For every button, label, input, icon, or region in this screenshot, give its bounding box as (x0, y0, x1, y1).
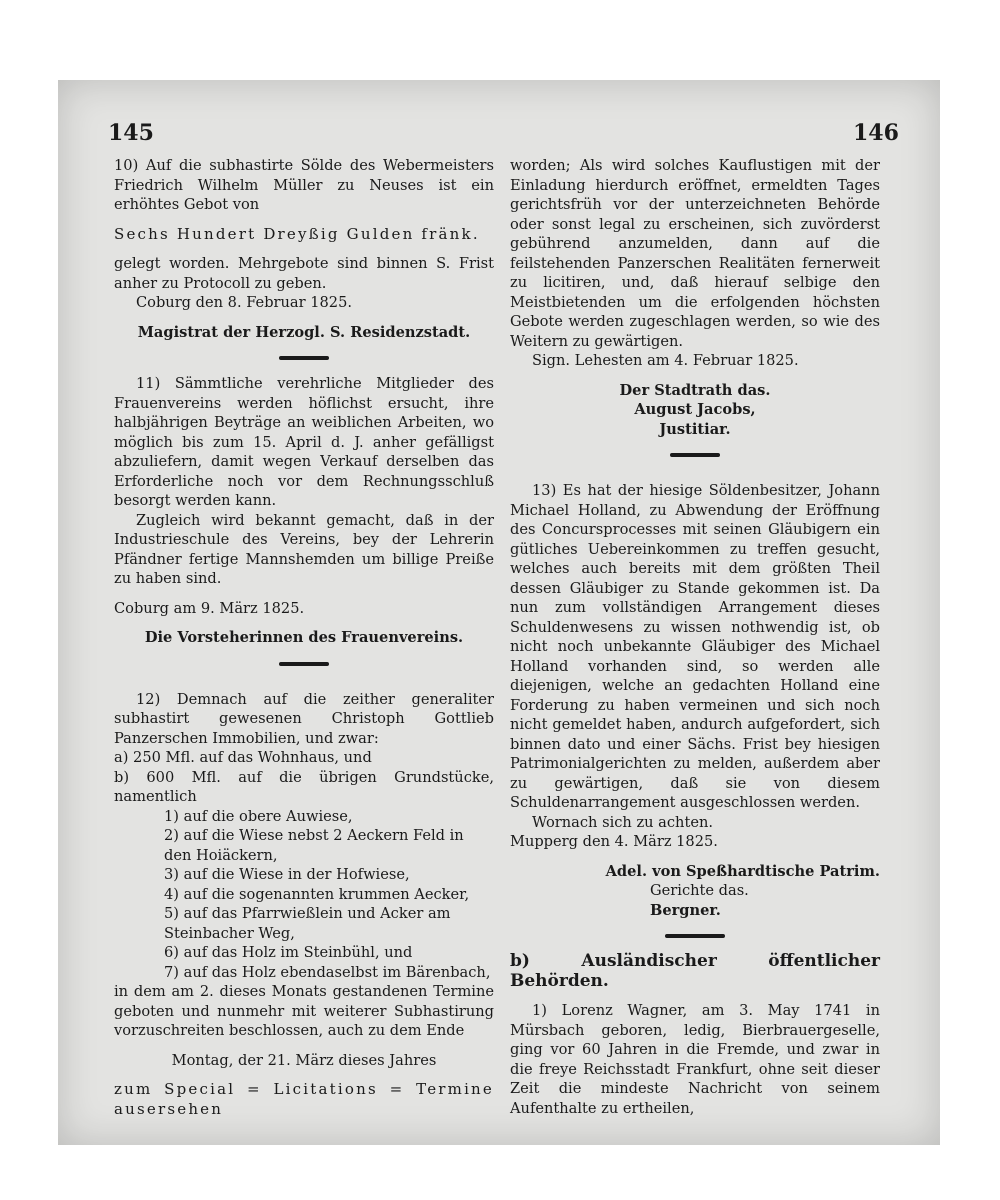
item-12-termin: zum Special = Licitations = Termine ausersehen (114, 1080, 494, 1118)
item-13-signature-2: Gerichte das. (650, 882, 749, 899)
item-13-text: 13) Es hat der hiesige Söldenbesitzer, Johann Michael Holland, zu Abwendung der Eröffnung des Concursprocesses mit seinen Gläubigern ein gütliches Uebereinkommen zu treffen gesucht, welches auch bereits mit dem größten Theil dessen Gläubiger zu Stande gekommen ist. Da nun zum vollständigen Arrangement dieses Schuldenwesens zu wissen nothwendig ist, ob nicht noch unbekannte Gläubiger des Michael Holland vorhanden sind, so werden alle diejenigen, welche an gedachten Holland eine Forderung zu haben vermeinen und sich noch nicht gemeldet haben, andurch aufgefordert, sich binnen dato und einer Sächs. Frist bey hiesigen Patrimonialgerichten zu melden, außerdem aber zu gewärtigen, daß sie von diesem Schuldenarrangement ausgeschlossen werden. (510, 482, 880, 811)
list-item: 5) auf das Pfarrwießlein und Acker am Steinbacher Weg, (164, 905, 451, 942)
item-12-a: a) 250 Mfl. auf das Wohnhaus, und (114, 749, 372, 766)
list-item: 4) auf die sogenannten krummen Aecker, (164, 885, 470, 903)
item-11-text2: Zugleich wird bekannt gemacht, daß in der Industrieschule des Vereins, bey der Lehrerin Pfändner fertige Mannshemden um billige Preiße zu haben sind. (114, 511, 494, 587)
item-12-text2: in dem am 2. dieses Monats gestandenen Termine geboten und nunmehr mit weiterer Subhastirung vorzuschreiten beschlossen, auch zu dem Ende (114, 983, 494, 1039)
item-12-place-date: Sign. Lehesten am 4. Februar 1825. (532, 352, 799, 369)
divider (670, 453, 720, 457)
item-10-amount: Sechs Hundert Dreyßig Gulden fränk. (114, 224, 480, 243)
list-item: 1) auf die obere Auwiese, (164, 807, 353, 825)
divider (279, 356, 329, 360)
left-column (114, 156, 494, 1119)
list-item: 6) auf das Holz im Steinbühl, und (164, 944, 413, 961)
divider (279, 662, 329, 666)
item-13-signature-1: Adel. von Speßhardtische Patrim. (605, 862, 880, 880)
item-12-signature-3: Justitiar. (659, 420, 731, 438)
item-12-signature-1: Der Stadtrath das. (619, 381, 771, 399)
page-number-left: 145 (108, 120, 154, 146)
list-item: 3) auf die Wiese in der Hofwiese, (164, 866, 410, 883)
right-column (510, 156, 880, 1118)
item-11-date: Coburg am 9. März 1825. (114, 599, 305, 617)
scanned-page (58, 80, 940, 1145)
item-10-signature: Magistrat der Herzogl. S. Residenzstadt. (137, 323, 471, 341)
item-11-text: 11) Sämmtliche verehrliche Mitglieder des Frauenvereins werden höflichst ersucht, ihre halbjährigen Beyträge an weiblichen Arbeiten, wo möglich bis zum 15. April d. J. anher gefälligst abzuliefern, damit wegen Verkauf derselben das Erforderliche noch vor dem Rechnungsschluß besorgt werden kann. (114, 375, 494, 509)
item-12-list (114, 807, 494, 983)
page-number-right: 146 (853, 120, 899, 146)
item-11-signature: Die Vorsteherinnen des Frauenvereins. (144, 629, 464, 646)
item-12-date-line: Montag, der 21. März dieses Jahres (171, 1051, 437, 1069)
item-12-continuation: worden; Als wird solches Kauflustigen mit der Einladung hierdurch eröffnet, ermeldten Tages gerichtsfrüh vor der unterzeichneten Behörde oder sonst legal zu erscheinen, sich zuvörderst gebührend anzumelden, dann auf die feilstehenden Panzerschen Realitäten fernerweit zu licitiren, und, daß hierauf selbige den Meistbietenden um die erfolgenden höchsten Gebote werden zugeschlagen werden, so wie des Weitern zu gewärtigen. (510, 157, 880, 350)
item-13-date: Mupperg den 4. März 1825. (510, 833, 718, 850)
item-10-date: Coburg den 8. Februar 1825. (136, 294, 353, 311)
list-item: 7) auf das Holz ebendaselbst im Bärenbach, (164, 963, 491, 981)
divider (665, 934, 725, 938)
item-12-b: b) 600 Mfl. auf die übrigen Grundstücke, namentlich (114, 768, 494, 805)
list-item: 2) auf die Wiese nebst 2 Aeckern Feld in den Hoiäckern, (164, 827, 464, 864)
item-12-text: 12) Demnach auf die zeither generaliter subhastirt gewesenen Christoph Gottlieb Panzerschen Immobilien, und zwar: (114, 690, 494, 747)
item-13-signature-3: Bergner. (650, 901, 721, 919)
section-heading: b) Ausländischer öffentlicher Behörden. (510, 951, 880, 991)
item-10-text2: gelegt worden. Mehrgebote sind binnen S. Frist anher zu Protocoll zu geben. (114, 255, 494, 292)
item-b1-text: 1) Lorenz Wagner, am 3. May 1741 in Mürsbach geboren, ledig, Bierbrauergeselle, ging vor 60 Jahren in die Fremde, und zwar in die freye Reichsstadt Frankfurt, ohne seit dieser Zeit die mindeste Nachricht von seinem Aufenthalte zu ertheilen, (510, 1002, 880, 1117)
item-12-signature-2: August Jacobs, (634, 401, 756, 418)
item-13-text2: Wornach sich zu achten. (532, 813, 713, 831)
item-10-text: 10) Auf die subhastirte Sölde des Webermeisters Friedrich Wilhelm Müller zu Neuses ist ein erhöhtes Gebot von (114, 157, 494, 213)
